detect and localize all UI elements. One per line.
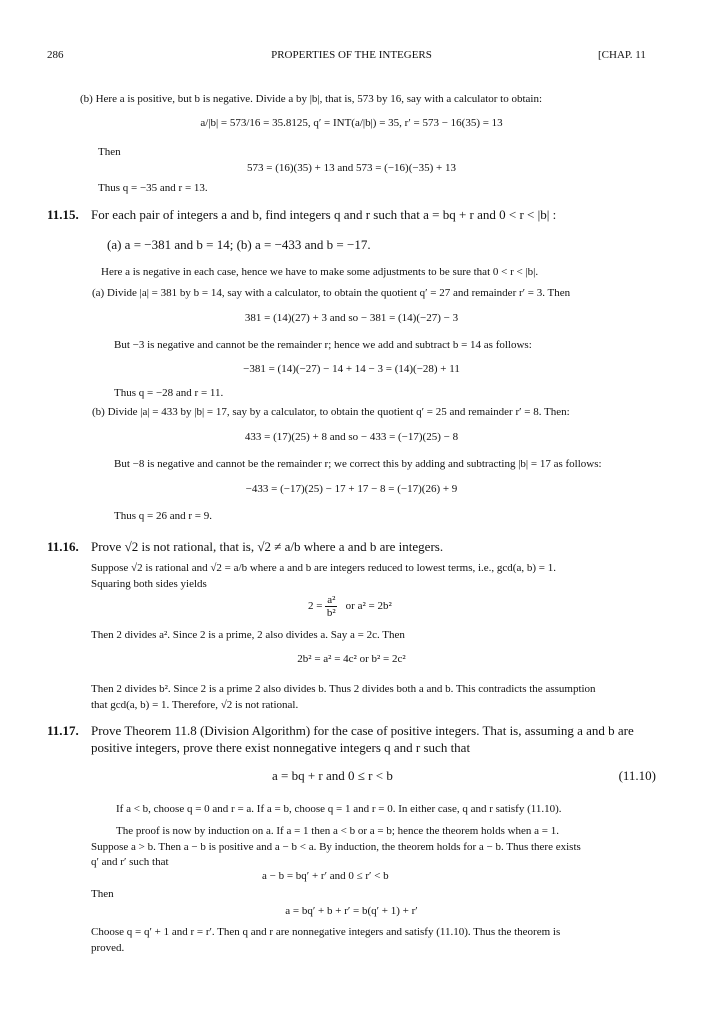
chapter-label: [CHAP. 11 [598, 49, 646, 61]
problem-11-15-a-thus: Thus q = −28 and r = 11. [114, 387, 224, 399]
equation-label: (11.10) [618, 768, 656, 783]
eq1-fraction [325, 594, 337, 619]
problem-11-15-b-line: (b) Divide |a| = 433 by |b| = 17, say by a calculator, to obtain the quotient q′ = 25 and remainder r′ = 8. Then: [92, 406, 570, 418]
problem-11-17-number: 11.17. [47, 723, 79, 738]
problem-11-15-b-but: But −8 is negative and cannot be the remainder r; we correct this by adding and subtracting |b| = 17 as follows: [114, 458, 602, 470]
part-b-thus: Thus q = −35 and r = 13. [98, 182, 208, 194]
problem-11-15-a-eq2: −381 = (14)(−27) − 14 + 14 − 3 = (14)(−28) + 11 [243, 363, 460, 375]
eq1-rest: or a² = 2b² [345, 600, 392, 613]
problem-11-17-eq1: a − b = bq′ + r′ and 0 ≤ r′ < b [262, 870, 389, 882]
problem-11-17-line3: Suppose a > b. Then a − b is positive and a − b < a. By induction, the theorem holds for a − b. Thus there exists [91, 841, 581, 853]
problem-11-16-line5: that gcd(a, b) = 1. Therefore, √2 is not rational. [91, 699, 299, 711]
problem-11-15-b-eq2: −433 = (−17)(25) − 17 + 17 − 8 = (−17)(26) + 9 [245, 483, 458, 495]
problem-11-17-line6: proved. [91, 942, 125, 954]
problem-11-17-main-eq: a = bq + r and 0 ≤ r < b [272, 768, 393, 783]
problem-11-17-statement1: Prove Theorem 11.8 (Division Algorithm) for the case of positive integers. That is, assuming a and b are [91, 723, 634, 738]
page-number: 286 [47, 49, 64, 61]
eq1-denominator: b² [326, 607, 336, 619]
problem-11-16-eq2: 2b² = a² = 4c² or b² = 2c² [297, 653, 406, 665]
problem-11-16-statement: Prove √2 is not rational, that is, √2 ≠ a/b where a and b are integers. [91, 539, 444, 554]
problem-11-15-number: 11.15. [47, 207, 79, 222]
eq1-numerator: a² [327, 594, 336, 606]
problem-11-15-a-but: But −3 is negative and cannot be the remainder r; hence we add and subtract b = 14 as follows: [114, 339, 532, 351]
problem-11-15-statement: For each pair of integers a and b, find integers q and r such that a = bq + r and 0 < r < |b| : [91, 207, 557, 222]
problem-11-15-intro: Here a is negative in each case, hence we have to make some adjustments to be sure that 0 < r < |b|. [101, 266, 539, 278]
problem-11-16-line3: Then 2 divides a². Since 2 is a prime, 2 also divides a. Say a = 2c. Then [91, 629, 405, 641]
problem-11-15-a-eq1: 381 = (14)(27) + 3 and so − 381 = (14)(−27) − 3 [244, 312, 459, 324]
problem-11-16-eq1 [308, 594, 392, 619]
problem-11-16-line1: Suppose √2 is rational and √2 = a/b where a and b are integers reduced to lowest terms, i.e., gcd(a, b) = 1. [91, 562, 556, 574]
problem-11-15-b-eq1: 433 = (17)(25) + 8 and so − 433 = (−17)(25) − 8 [244, 431, 459, 443]
part-b-then: Then [98, 146, 121, 158]
problem-11-17-line4: q′ and r′ such that [91, 856, 169, 868]
problem-11-17-line1: If a < b, choose q = 0 and r = a. If a = b, choose q = 1 and r = 0. In either case, q and r satisfy (11.10). [116, 803, 562, 815]
problem-11-17-then: Then [91, 888, 114, 900]
problem-11-17-line5: Choose q = q′ + 1 and r = r′. Then q and r are nonnegative integers and satisfy (11.10). Thus the theorem is [91, 926, 561, 938]
problem-11-17-line2: The proof is now by induction on a. If a = 1 then a < b or a = b; hence the theorem holds when a = 1. [116, 825, 560, 837]
problem-11-17-eq2: a = bq′ + b + r′ = b(q′ + 1) + r′ [285, 905, 418, 917]
problem-11-17-statement2: positive integers, prove there exist nonnegative integers q and r such that [91, 740, 471, 755]
part-b-eq1: a/|b| = 573/16 = 35.8125, q′ = INT(a/|b|) = 35, r′ = 573 − 16(35) = 13 [200, 117, 503, 129]
problem-11-15-b-thus: Thus q = 26 and r = 9. [114, 510, 212, 522]
problem-11-16-number: 11.16. [47, 539, 79, 554]
problem-11-16-line2: Squaring both sides yields [91, 578, 207, 590]
part-b-eq2: 573 = (16)(35) + 13 and 573 = (−16)(−35) + 13 [247, 162, 456, 174]
problem-11-15-a-line: (a) Divide |a| = 381 by b = 14, say with a calculator, to obtain the quotient q′ = 27 and remainder r′ = 3. Then [92, 287, 571, 299]
problem-11-15-cases: (a) a = −381 and b = 14; (b) a = −433 and b = −17. [107, 237, 371, 252]
part-b-intro: (b) Here a is positive, but b is negative. Divide a by |b|, that is, 573 by 16, say with a calculator to obtain: [80, 93, 543, 105]
eq1-lhs: 2 = [308, 600, 323, 613]
problem-11-16-line4: Then 2 divides b². Since 2 is a prime 2 also divides b. Thus 2 divides both a and b. This contradicts the assumption [91, 683, 596, 695]
running-title: PROPERTIES OF THE INTEGERS [271, 49, 432, 61]
